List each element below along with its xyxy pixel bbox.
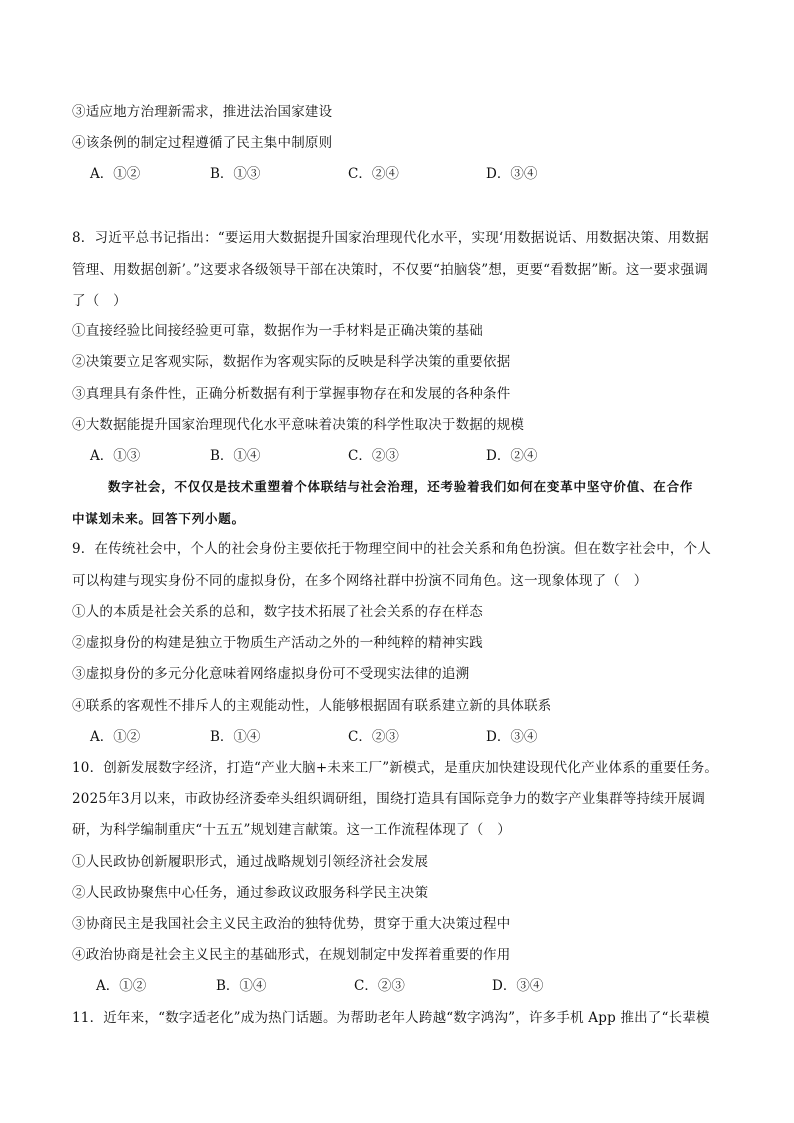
q8-option-2: ②决策要立足客观实际，数据作为客观实际的反映是科学决策的重要依据 (72, 354, 511, 370)
q9-option-1: ①人的本质是社会关系的总和，数字技术拓展了社会关系的存在样态 (72, 604, 483, 620)
q10-choice-d[interactable]: D．③④ (492, 978, 544, 994)
q11-stem-line-1: 11．近年来，“数字适老化”成为热门话题。为帮助老年人跨越“数字鸿沟”，许多手机 App 推出了“长辈模 (72, 1010, 710, 1026)
q8-stem-line-1: 8．习近平总书记指出：“要运用大数据提升国家治理现代化水平，实现‘用数据说话、用数据决策、用数据 (72, 230, 709, 246)
q7-option-4: ④该条例的制定过程遵循了民主集中制原则 (72, 135, 333, 151)
material-line-1: 数字社会，不仅仅是技术重塑着个体联结与社会治理，还考验着我们如何在变革中坚守价值、在合作 (108, 479, 694, 494)
q9-choice-a[interactable]: A．①② (90, 729, 141, 745)
q8-stem-line-2: 管理、用数据创新’。”这要求各级领导干部在决策时，不仅要“拍脑袋”想，更要“看数据”断。这一要求强调 (72, 262, 709, 278)
q10-option-2: ②人民政协聚焦中心任务，通过参政议政服务科学民主决策 (72, 885, 429, 901)
q10-stem-line-2: 2025年3月以来，市政协经济委牵头组织调研组，围绕打造具有国际竞争力的数字产业集群等持续开展调 (72, 791, 706, 807)
q9-choice-b[interactable]: B．①④ (210, 729, 261, 745)
q10-option-4: ④政治协商是社会主义民主的基础形式，在规划制定中发挥着重要的作用 (72, 947, 511, 963)
q10-stem-line-3: 研，为科学编制重庆“十五五”规划建言献策。这一工作流程体现了（ ） (72, 822, 511, 838)
q9-stem-line-1: 9．在传统社会中，个人的社会身份主要依托于物理空间中的社会关系和角色扮演。但在数字社会中，个人 (72, 541, 711, 557)
q9-option-3: ③虚拟身份的多元分化意味着网络虚拟身份可不受现实法律的追溯 (72, 666, 470, 682)
q8-option-1: ①直接经验比间接经验更可靠，数据作为一手材料是正确决策的基础 (72, 323, 483, 339)
q10-choice-b[interactable]: B．①④ (216, 978, 267, 994)
q8-option-3: ③真理具有条件性，正确分析数据有利于掌握事物存在和发展的各种条件 (72, 386, 511, 402)
q10-choice-c[interactable]: C．②③ (354, 978, 405, 994)
q9-option-2: ②虚拟身份的构建是独立于物质生产活动之外的一种纯粹的精神实践 (72, 635, 483, 651)
q7-choice-b[interactable]: B．①③ (210, 166, 261, 182)
q10-option-3: ③协商民主是我国社会主义民主政治的独特优势，贯穿于重大决策过程中 (72, 916, 511, 932)
q8-stem-line-3: 了（ ） (72, 293, 127, 309)
q8-option-4: ④大数据能提升国家治理现代化水平意味着决策的科学性取决于数据的规模 (72, 417, 525, 433)
q8-choice-c[interactable]: C．②③ (348, 448, 399, 464)
q8-choice-b[interactable]: B．①④ (210, 448, 261, 464)
q7-option-3: ③适应地方治理新需求，推进法治国家建设 (72, 104, 333, 120)
q9-choice-d[interactable]: D．③④ (486, 729, 538, 745)
q8-choice-d[interactable]: D．②④ (486, 448, 538, 464)
q9-stem-line-2: 可以构建与现实身份不同的虚拟身份，在多个网络社群中扮演不同角色。这一现象体现了（ ） (72, 573, 648, 589)
q7-choice-d[interactable]: D．③④ (486, 166, 538, 182)
material-line-2: 中谋划未来。回答下列小题。 (72, 511, 245, 526)
q7-choice-a[interactable]: A．①② (90, 166, 141, 182)
q9-choice-c[interactable]: C．②③ (348, 729, 399, 745)
q9-option-4: ④联系的客观性不排斥人的主观能动性，人能够根据固有联系建立新的具体联系 (72, 698, 552, 714)
q8-choice-a[interactable]: A．①③ (90, 448, 141, 464)
q10-stem-line-1: 10．创新发展数字经济，打造“产业大脑+未来工厂”新模式，是重庆加快建设现代化产业体系的重要任务。 (72, 760, 719, 776)
q7-choice-c[interactable]: C．②④ (348, 166, 399, 182)
q10-option-1: ①人民政协创新履职形式，通过战略规划引领经济社会发展 (72, 854, 429, 870)
q10-choice-a[interactable]: A．①② (96, 978, 147, 994)
